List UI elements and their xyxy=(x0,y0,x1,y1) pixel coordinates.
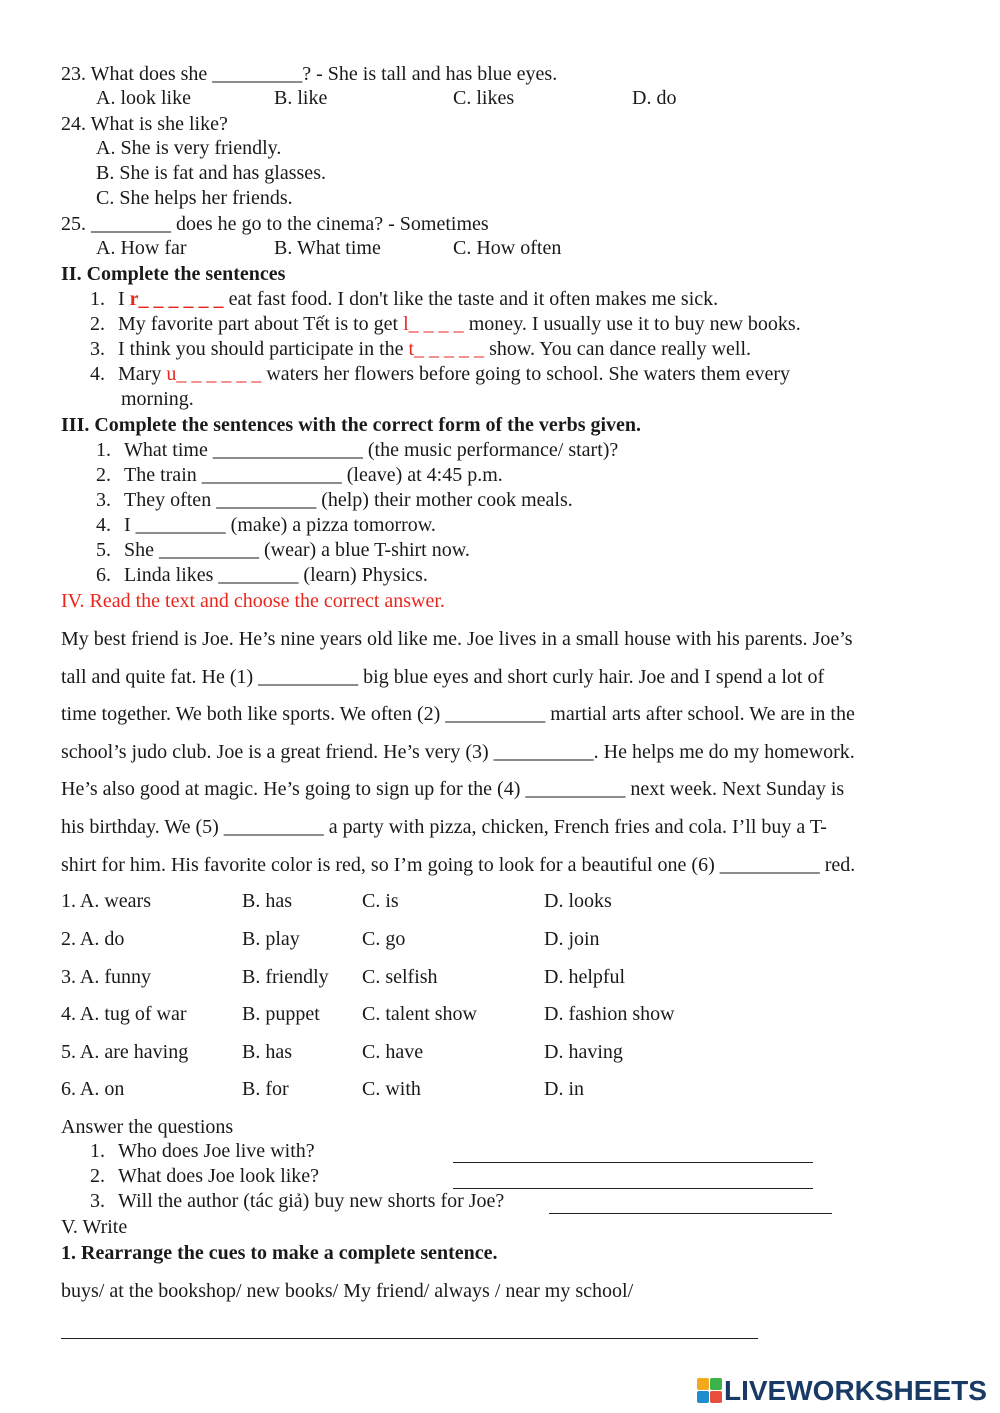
s3-item-1-text: What time _______________ (the music performance/ start)? xyxy=(124,439,619,461)
s2-item-1 xyxy=(90,288,718,311)
question-1-text: Who does Joe live with? xyxy=(118,1140,315,1162)
choice-5-b[interactable]: B. has xyxy=(242,1041,292,1063)
question-2-text: What does Joe look like? xyxy=(118,1165,320,1187)
s3-item-3-number: 3. xyxy=(96,489,111,511)
q24-stem: 24. What is she like? xyxy=(61,113,228,135)
choice-2-c[interactable]: C. go xyxy=(362,928,406,950)
answer-line-1[interactable] xyxy=(453,1162,813,1163)
s2-item-2-number: 2. xyxy=(90,313,105,335)
choice-5-d[interactable]: D. having xyxy=(544,1041,623,1063)
passage-line-7: shirt for him. His favorite color is red, so I’m going to look for a beautiful one (6) __________ red. xyxy=(61,854,856,876)
choice-1-d[interactable]: D. looks xyxy=(544,890,612,912)
question-2 xyxy=(90,1165,319,1188)
choice-1-b[interactable]: B. has xyxy=(242,890,292,912)
choice-4-b[interactable]: B. puppet xyxy=(242,1003,320,1025)
passage-line-5: He’s also good at magic. He’s going to sign up for the (4) __________ next week. Next Sunday is xyxy=(61,778,845,800)
question-2-number: 2. xyxy=(90,1165,105,1187)
passage-line-4: school’s judo club. Joe is a great friend. He’s very (3) __________. He helps me do my homework. xyxy=(61,741,855,763)
choice-6-b[interactable]: B. for xyxy=(242,1078,289,1100)
s2-item-3-number: 3. xyxy=(90,338,105,360)
choice-1-a[interactable]: 1. A. wears xyxy=(61,890,151,912)
choice-2-b[interactable]: B. play xyxy=(242,928,300,950)
choice-2-d[interactable]: D. join xyxy=(544,928,600,950)
logo-wordmark: LIVEWORKSHEETS xyxy=(724,1375,987,1406)
s3-item-3-text: They often __________ (help) their mother cook meals. xyxy=(124,489,573,511)
s3-item-2[interactable] xyxy=(96,464,503,487)
choice-3-a[interactable]: 3. A. funny xyxy=(61,966,151,988)
passage-line-6: his birthday. We (5) __________ a party with pizza, chicken, French fries and cola. I’ll buy a T- xyxy=(61,816,827,838)
answer-line-2[interactable] xyxy=(453,1188,813,1189)
s2-item-3-hint[interactable]: t_ _ _ _ _ xyxy=(408,338,485,360)
s3-item-5-text: She __________ (wear) a blue T-shirt now. xyxy=(124,539,470,561)
s2-item-4 xyxy=(90,363,790,386)
s2-item-3-pre: I think you should participate in the xyxy=(118,338,409,360)
s3-item-4[interactable] xyxy=(96,514,436,537)
s3-item-6-text: Linda likes ________ (learn) Physics. xyxy=(124,564,428,586)
q24-option-c[interactable]: C. She helps her friends. xyxy=(96,187,293,209)
s2-item-1-hint[interactable]: r_ _ _ _ _ _ xyxy=(129,288,224,310)
choice-6-c[interactable]: C. with xyxy=(362,1078,421,1100)
s2-item-2 xyxy=(90,313,801,336)
s2-item-4-continuation: morning. xyxy=(121,388,194,410)
s3-item-2-text: The train ______________ (leave) at 4:45 p.m. xyxy=(124,464,503,486)
choice-3-c[interactable]: C. selfish xyxy=(362,966,438,988)
section-5-title: V. Write xyxy=(61,1216,128,1238)
question-1-number: 1. xyxy=(90,1140,105,1162)
logo-mark-icon xyxy=(697,1378,723,1404)
s3-item-6-number: 6. xyxy=(96,564,111,586)
choice-2-a[interactable]: 2. A. do xyxy=(61,928,125,950)
section-4-title: IV. Read the text and choose the correct answer. xyxy=(61,590,445,612)
q24-option-b[interactable]: B. She is fat and has glasses. xyxy=(96,162,326,184)
passage-line-1: My best friend is Joe. He’s nine years old like me. Joe lives in a small house with his parents. Joe’s xyxy=(61,628,853,650)
s2-item-4-post: waters her flowers before going to school. She waters them every xyxy=(261,363,791,385)
choice-5-a[interactable]: 5. A. are having xyxy=(61,1041,189,1063)
answer-line-3[interactable] xyxy=(549,1213,832,1214)
passage-line-3: time together. We both like sports. We often (2) __________ martial arts after school. We are in the xyxy=(61,703,855,725)
s3-item-6[interactable] xyxy=(96,564,428,587)
s3-item-3[interactable] xyxy=(96,489,573,512)
choice-6-a[interactable]: 6. A. on xyxy=(61,1078,125,1100)
q25-option-c[interactable]: C. How often xyxy=(453,237,562,259)
choice-3-b[interactable]: B. friendly xyxy=(242,966,329,988)
choice-4-d[interactable]: D. fashion show xyxy=(544,1003,675,1025)
q23-option-b[interactable]: B. like xyxy=(274,87,328,109)
s3-item-4-number: 4. xyxy=(96,514,111,536)
choice-1-c[interactable]: C. is xyxy=(362,890,399,912)
s3-item-5-number: 5. xyxy=(96,539,111,561)
rearrange-answer-line[interactable] xyxy=(61,1338,758,1339)
q23-option-d[interactable]: D. do xyxy=(632,87,677,109)
q25-stem: 25. ________ does he go to the cinema? - Sometimes xyxy=(61,213,489,235)
choice-4-c[interactable]: C. talent show xyxy=(362,1003,477,1025)
s3-item-5[interactable] xyxy=(96,539,470,562)
section-2-title: II. Complete the sentences xyxy=(61,263,286,285)
choice-5-c[interactable]: C. have xyxy=(362,1041,424,1063)
choice-4-a[interactable]: 4. A. tug of war xyxy=(61,1003,187,1025)
passage-line-2: tall and quite fat. He (1) __________ big blue eyes and short curly hair. Joe and I spend a lot of xyxy=(61,666,825,688)
q23-stem: 23. What does she _________? - She is tall and has blue eyes. xyxy=(61,63,558,85)
rearrange-cues: buys/ at the bookshop/ new books/ My friend/ always / near my school/ xyxy=(61,1280,634,1302)
question-3 xyxy=(90,1190,504,1213)
liveworksheets-logo xyxy=(697,1376,987,1406)
s2-item-3-post: show. You can dance really well. xyxy=(484,338,752,360)
s2-item-2-hint[interactable]: l_ _ _ _ xyxy=(403,313,464,335)
question-3-number: 3. xyxy=(90,1190,105,1212)
rearrange-instruction: 1. Rearrange the cues to make a complete sentence. xyxy=(61,1242,498,1264)
s3-item-1-number: 1. xyxy=(96,439,111,461)
question-1 xyxy=(90,1140,315,1163)
s2-item-4-pre: Mary xyxy=(118,363,167,385)
s2-item-1-number: 1. xyxy=(90,288,105,310)
choice-6-d[interactable]: D. in xyxy=(544,1078,584,1100)
q25-option-b[interactable]: B. What time xyxy=(274,237,381,259)
section-3-title: III. Complete the sentences with the correct form of the verbs given. xyxy=(61,414,642,436)
s2-item-2-post: money. I usually use it to buy new books. xyxy=(463,313,801,335)
q23-option-c[interactable]: C. likes xyxy=(453,87,515,109)
s3-item-2-number: 2. xyxy=(96,464,111,486)
q24-option-a[interactable]: A. She is very friendly. xyxy=(96,137,282,159)
s3-item-1[interactable] xyxy=(96,439,618,462)
s2-item-4-number: 4. xyxy=(90,363,105,385)
q25-option-a[interactable]: A. How far xyxy=(96,237,187,259)
q23-option-a[interactable]: A. look like xyxy=(96,87,191,109)
s2-item-4-hint[interactable]: u_ _ _ _ _ _ xyxy=(166,363,262,385)
s2-item-3 xyxy=(90,338,751,361)
s3-item-4-text: I _________ (make) a pizza tomorrow. xyxy=(124,514,436,536)
question-3-text: Will the author (tác giả) buy new shorts for Joe? xyxy=(118,1190,505,1212)
choice-3-d[interactable]: D. helpful xyxy=(544,966,626,988)
s2-item-1-post: eat fast food. I don't like the taste and it often makes me sick. xyxy=(223,288,719,310)
s2-item-2-pre: My favorite part about Tết is to get xyxy=(118,313,404,335)
answer-questions-title: Answer the questions xyxy=(61,1116,234,1138)
s2-item-1-pre: I xyxy=(118,288,130,310)
